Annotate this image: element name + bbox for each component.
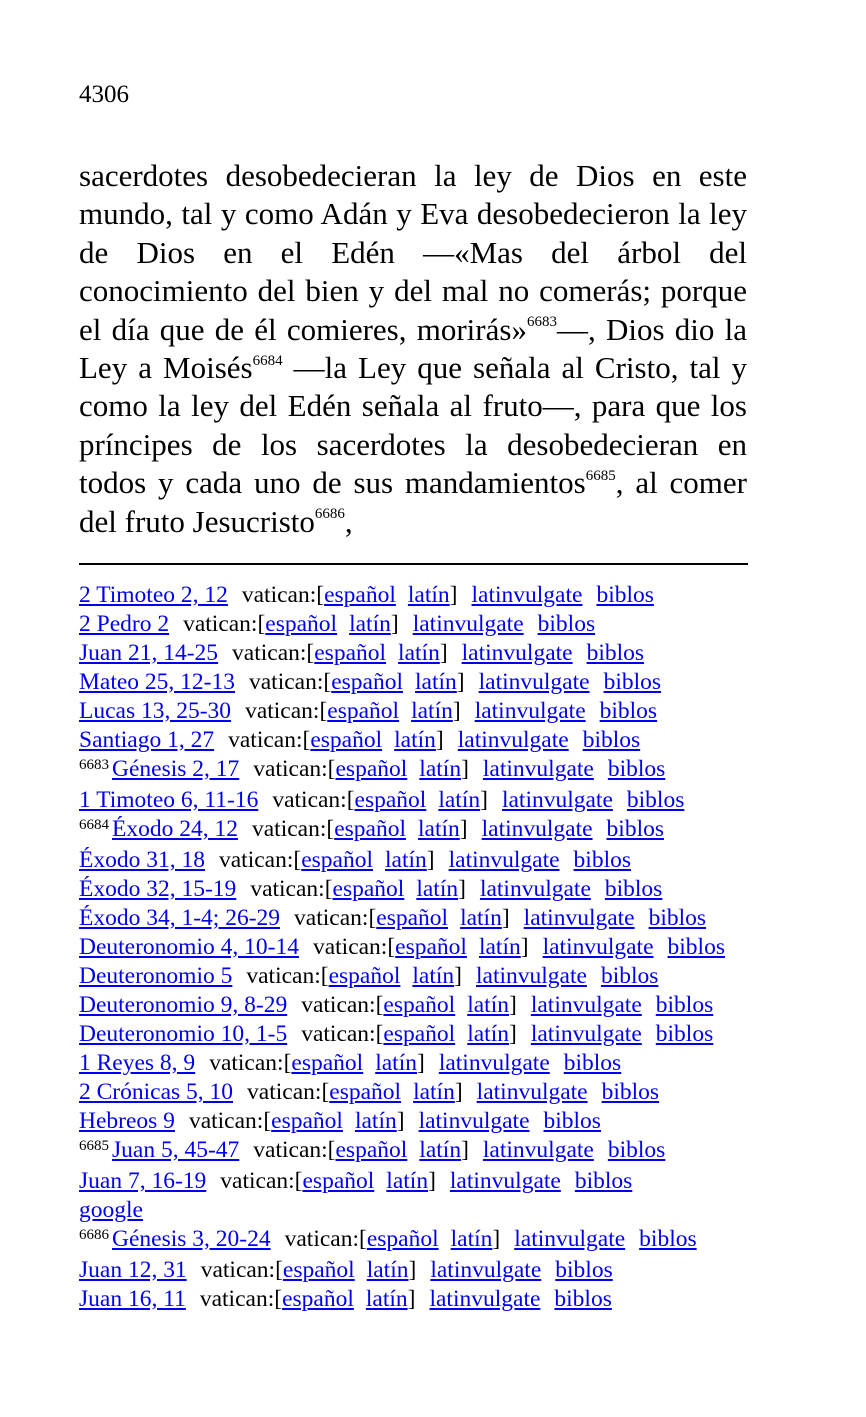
latinvulgate-link[interactable]: latinvulgate: [448, 847, 560, 873]
latinvulgate-link[interactable]: latinvulgate: [482, 756, 594, 782]
footnote-marker: 6683: [526, 314, 557, 331]
bracket-close: ]: [426, 847, 435, 873]
espanol-link[interactable]: español: [331, 669, 404, 695]
latinvulgate-link[interactable]: latinvulgate: [476, 1079, 588, 1105]
espanol-link[interactable]: español: [324, 582, 396, 608]
latinvulgate-link[interactable]: latinvulgate: [471, 582, 583, 608]
footnote-marker: 6685: [585, 467, 616, 484]
vatican-label: vatican:: [245, 698, 320, 724]
biblos-link[interactable]: biblos: [655, 1021, 714, 1047]
biblos-link[interactable]: biblos: [604, 876, 663, 902]
biblos-link[interactable]: biblos: [607, 1137, 666, 1163]
bracket-close: ]: [480, 787, 488, 813]
espanol-link[interactable]: español: [282, 1286, 354, 1312]
bracket-close: ]: [520, 934, 529, 960]
latinvulgate-link[interactable]: latinvulgate: [449, 1168, 561, 1194]
latin-link[interactable]: latín: [349, 611, 391, 637]
bracket-open: [: [326, 816, 335, 842]
vatican-label: vatican:: [247, 1079, 322, 1105]
bracket-open: [: [275, 1257, 283, 1283]
bracket-close: ]: [456, 669, 465, 695]
bracket-close: ]: [509, 1021, 517, 1047]
espanol-link[interactable]: español: [334, 816, 406, 842]
bracket-close: ]: [458, 876, 466, 902]
espanol-link[interactable]: español: [328, 963, 401, 989]
vatican-label: vatican:: [251, 816, 327, 842]
footnote-line: [79, 904, 751, 933]
latin-link[interactable]: latín: [385, 847, 427, 873]
biblos-link[interactable]: biblos: [667, 934, 725, 960]
footnote-line: [79, 668, 751, 697]
bracket-close: ]: [449, 582, 458, 608]
bracket-open: [: [306, 640, 315, 666]
bracket-open: [: [320, 963, 329, 989]
scripture-reference-link[interactable]: Mateo 25, 12-13: [79, 669, 235, 695]
espanol-link[interactable]: español: [395, 934, 467, 960]
scripture-reference-link[interactable]: Deuteronomio 4, 10-14: [79, 934, 299, 960]
vatican-label: vatican:: [301, 1021, 376, 1047]
latin-link[interactable]: latín: [365, 1286, 408, 1312]
latin-link[interactable]: latín: [438, 787, 481, 813]
footnote-line: [79, 1020, 751, 1049]
bracket-open: [: [323, 669, 332, 695]
scripture-reference-link[interactable]: 1 Reyes 8, 9: [79, 1050, 196, 1076]
scripture-reference-link[interactable]: Juan 21, 14-25: [79, 640, 219, 666]
latinvulgate-link[interactable]: latinvulgate: [478, 669, 590, 695]
vatican-label: vatican:: [272, 787, 347, 813]
latin-link[interactable]: latín: [398, 640, 440, 666]
latin-link[interactable]: latín: [460, 905, 502, 931]
scripture-reference-link[interactable]: 2 Crónicas 5, 10: [79, 1079, 234, 1105]
latinvulgate-link[interactable]: latinvulgate: [476, 963, 587, 989]
footnote-line: [79, 755, 751, 786]
footnote-line: [79, 1167, 751, 1196]
bracket-open: [: [302, 727, 311, 753]
bracket-open: [: [294, 1168, 303, 1194]
footnote-line: [79, 1078, 751, 1107]
footnote-number: 6684: [79, 817, 109, 833]
main-text-segment: sacerdotes desobedecieran la ley de Dios en este mundo, tal y como Adán y Eva desobedecieron la ley de Dios en el Edén —«Mas del árbol del conocimiento del bien y del mal no comerás; porque el día que de él comieres, morirás»: [79, 158, 747, 347]
latin-link[interactable]: latín: [411, 698, 453, 724]
footnote-line: [79, 815, 751, 846]
espanol-link[interactable]: español: [265, 611, 338, 637]
latinvulgate-link[interactable]: latinvulgate: [474, 698, 586, 724]
biblos-link[interactable]: biblos: [607, 756, 666, 782]
bracket-close: ]: [461, 1137, 469, 1163]
vatican-label: vatican:: [249, 669, 324, 695]
vatican-label: vatican:: [199, 1286, 275, 1312]
latinvulgate-link[interactable]: latinvulgate: [542, 934, 654, 960]
main-text-segment: ,: [344, 503, 353, 539]
footnote-number: 6683: [79, 757, 109, 773]
vatican-label: vatican:: [253, 1137, 328, 1163]
scripture-reference-link[interactable]: 2 Pedro 2: [79, 611, 170, 637]
footnotes: [79, 581, 751, 1314]
scripture-reference-link[interactable]: Génesis 3, 20-24: [112, 1226, 271, 1252]
scripture-reference-link[interactable]: Juan 7, 16-19: [79, 1168, 207, 1194]
bracket-close: ]: [408, 1257, 417, 1283]
latin-link[interactable]: latín: [419, 1137, 462, 1163]
bracket-open: [: [319, 698, 328, 724]
scripture-reference-link[interactable]: Juan 5, 45-47: [112, 1137, 240, 1163]
latin-link[interactable]: latín: [418, 816, 460, 842]
vatican-label: vatican:: [241, 582, 317, 608]
bracket-open: [: [359, 1226, 367, 1252]
bracket-open: [: [387, 934, 396, 960]
bracket-open: [: [327, 756, 336, 782]
latinvulgate-link[interactable]: latinvulgate: [438, 1050, 550, 1076]
latin-link[interactable]: latín: [415, 669, 457, 695]
scripture-reference-link[interactable]: Deuteronomio 10, 1-5: [79, 1021, 288, 1047]
latinvulgate-link[interactable]: latinvulgate: [530, 1021, 642, 1047]
latinvulgate-link[interactable]: latinvulgate: [481, 816, 593, 842]
footnote-line: [79, 581, 751, 610]
latinvulgate-link[interactable]: latinvulgate: [461, 640, 573, 666]
latinvulgate-link[interactable]: latinvulgate: [418, 1108, 530, 1134]
bracket-close: ]: [461, 756, 469, 782]
bracket-open: [: [293, 847, 302, 873]
latin-link[interactable]: latín: [450, 1226, 493, 1252]
footnote-line: [79, 697, 751, 726]
biblos-link[interactable]: biblos: [600, 963, 659, 989]
footnote-line: [79, 991, 751, 1020]
espanol-link[interactable]: español: [335, 756, 408, 782]
bracket-close: ]: [407, 1286, 416, 1312]
main-text: [79, 157, 747, 541]
espanol-link[interactable]: español: [332, 876, 405, 902]
scripture-reference-link[interactable]: Hebreos 9: [79, 1108, 175, 1134]
bracket-open: [: [321, 1079, 330, 1105]
espanol-link[interactable]: español: [383, 992, 456, 1018]
biblos-link[interactable]: biblos: [582, 727, 641, 753]
bracket-close: ]: [439, 640, 448, 666]
google-link[interactable]: google: [79, 1197, 143, 1223]
latinvulgate-link[interactable]: latinvulgate: [482, 1137, 594, 1163]
latin-link[interactable]: latín: [386, 1168, 429, 1194]
footnote-line: [79, 1136, 751, 1167]
biblos-link[interactable]: biblos: [586, 640, 645, 666]
vatican-label: vatican:: [228, 727, 303, 753]
bracket-open: [: [368, 905, 377, 931]
bracket-close: ]: [492, 1226, 501, 1252]
biblos-link[interactable]: biblos: [599, 698, 658, 724]
espanol-link[interactable]: español: [329, 1079, 402, 1105]
scripture-reference-link[interactable]: Lucas 13, 25-30: [79, 698, 232, 724]
vatican-label: vatican:: [246, 963, 321, 989]
bracket-close: ]: [501, 905, 510, 931]
bracket-open: [: [346, 787, 355, 813]
latinvulgate-link[interactable]: latinvulgate: [479, 876, 591, 902]
vatican-label: vatican:: [218, 847, 294, 873]
bracket-open: [: [257, 611, 266, 637]
footnote-marker: 6684: [252, 352, 283, 369]
footnote-marker: 6686: [314, 506, 345, 523]
espanol-link[interactable]: español: [335, 1137, 408, 1163]
espanol-link[interactable]: español: [291, 1050, 364, 1076]
espanol-link[interactable]: español: [354, 787, 427, 813]
scripture-reference-link[interactable]: Génesis 2, 17: [112, 756, 240, 782]
espanol-link[interactable]: español: [366, 1226, 439, 1252]
scripture-reference-link[interactable]: Éxodo 24, 12: [112, 816, 238, 842]
latinvulgate-link[interactable]: latinvulgate: [530, 992, 642, 1018]
footnote-line: [79, 1256, 751, 1285]
bracket-close: ]: [428, 1168, 436, 1194]
scripture-reference-link[interactable]: 1 Timoteo 6, 11-16: [79, 787, 259, 813]
scripture-reference-link[interactable]: 2 Timoteo 2, 12: [79, 582, 228, 608]
latin-link[interactable]: latín: [419, 756, 462, 782]
bracket-close: ]: [435, 727, 444, 753]
latinvulgate-link[interactable]: latinvulgate: [501, 787, 613, 813]
main-text-segment: , al comer del fruto Jesucristo: [79, 465, 748, 539]
bracket-open: [: [316, 582, 325, 608]
latinvulgate-link[interactable]: latinvulgate: [429, 1286, 541, 1312]
vatican-label: vatican:: [200, 1257, 276, 1283]
main-text-segment: —, Dios dio la Ley a Moisés: [79, 311, 747, 386]
bracket-close: ]: [459, 816, 468, 842]
biblos-link[interactable]: biblos: [574, 1168, 633, 1194]
bracket-close: ]: [454, 963, 462, 989]
footnote-line: [79, 875, 751, 904]
latin-link[interactable]: latín: [478, 934, 521, 960]
vatican-label: vatican:: [294, 905, 369, 931]
latin-link[interactable]: latín: [416, 876, 459, 902]
footnote-number: 6685: [79, 1138, 109, 1154]
bracket-close: ]: [396, 1108, 405, 1134]
biblos-link[interactable]: biblos: [543, 1108, 601, 1134]
latin-link[interactable]: latín: [394, 727, 436, 753]
bracket-open: [: [375, 1021, 384, 1047]
biblos-link[interactable]: biblos: [648, 905, 707, 931]
vatican-label: vatican:: [220, 1168, 295, 1194]
latinvulgate-link[interactable]: latinvulgate: [412, 611, 524, 637]
espanol-link[interactable]: español: [271, 1108, 343, 1134]
latinvulgate-link[interactable]: latinvulgate: [457, 727, 569, 753]
footnote-line: [79, 726, 751, 755]
footnote-line: [79, 1107, 751, 1136]
latinvulgate-link[interactable]: latinvulgate: [523, 905, 635, 931]
latin-link[interactable]: latín: [412, 963, 455, 989]
latin-link[interactable]: latín: [354, 1108, 397, 1134]
espanol-link[interactable]: español: [282, 1257, 355, 1283]
footnote-line: [79, 846, 751, 875]
espanol-link[interactable]: español: [301, 847, 373, 873]
footnote-line: [79, 1049, 751, 1078]
bracket-open: [: [283, 1050, 292, 1076]
footnote-line: [79, 962, 751, 991]
biblos-link[interactable]: biblos: [555, 1257, 613, 1283]
latin-link[interactable]: latín: [366, 1257, 409, 1283]
vatican-label: vatican:: [232, 640, 307, 666]
biblos-link[interactable]: biblos: [573, 847, 632, 873]
espanol-link[interactable]: español: [383, 1021, 456, 1047]
vatican-label: vatican:: [250, 876, 325, 902]
footnote-line: [79, 933, 751, 962]
footnote-line: [79, 639, 751, 668]
biblos-link[interactable]: biblos: [554, 1286, 612, 1312]
footnote-line: [79, 1196, 751, 1225]
footnote-line: [79, 1285, 751, 1314]
latin-link[interactable]: latín: [467, 992, 509, 1018]
bracket-close: ]: [390, 611, 399, 637]
bracket-open: [: [375, 992, 384, 1018]
page-number: 4306: [79, 81, 129, 108]
espanol-link[interactable]: español: [327, 698, 400, 724]
bracket-open: [: [263, 1108, 272, 1134]
latinvulgate-link[interactable]: latinvulgate: [430, 1257, 542, 1283]
footnote-divider: [79, 563, 748, 565]
espanol-link[interactable]: español: [376, 905, 449, 931]
bracket-close: ]: [416, 1050, 425, 1076]
main-text-segment: —la Ley que señala al Cristo, tal y como la ley del Edén señala al fruto—, para que los príncipes de los sacerdotes la desobedecieran en todos y cada uno de sus mandamientos: [79, 350, 747, 501]
vatican-label: vatican:: [253, 756, 328, 782]
bracket-open: [: [324, 876, 333, 902]
latin-link[interactable]: latín: [407, 582, 450, 608]
biblos-link[interactable]: biblos: [639, 1226, 697, 1252]
scripture-reference-link[interactable]: Deuteronomio 5: [79, 963, 233, 989]
scripture-reference-link[interactable]: Éxodo 34, 1-4; 26-29: [79, 905, 281, 931]
footnote-line: [79, 786, 751, 815]
vatican-label: vatican:: [183, 611, 258, 637]
biblos-link[interactable]: biblos: [563, 1050, 622, 1076]
bracket-close: ]: [509, 992, 517, 1018]
espanol-link[interactable]: español: [302, 1168, 375, 1194]
latin-link[interactable]: latín: [375, 1050, 417, 1076]
biblos-link[interactable]: biblos: [606, 816, 665, 842]
biblos-link[interactable]: biblos: [537, 611, 596, 637]
latin-link[interactable]: latín: [467, 1021, 509, 1047]
bracket-close: ]: [452, 698, 461, 724]
vatican-label: vatican:: [209, 1050, 284, 1076]
vatican-label: vatican:: [188, 1108, 264, 1134]
vatican-label: vatican:: [312, 934, 388, 960]
scripture-reference-link[interactable]: Éxodo 32, 15-19: [79, 876, 237, 902]
biblos-link[interactable]: biblos: [626, 787, 685, 813]
latinvulgate-link[interactable]: latinvulgate: [514, 1226, 626, 1252]
scripture-reference-link[interactable]: Éxodo 31, 18: [79, 847, 205, 873]
footnote-line: [79, 610, 751, 639]
vatican-label: vatican:: [301, 992, 376, 1018]
bracket-open: [: [274, 1286, 283, 1312]
espanol-link[interactable]: español: [310, 727, 383, 753]
biblos-link[interactable]: biblos: [601, 1079, 660, 1105]
scripture-reference-link[interactable]: Deuteronomio 9, 8-29: [79, 992, 288, 1018]
bracket-close: ]: [454, 1079, 463, 1105]
scripture-reference-link[interactable]: Santiago 1, 27: [79, 727, 215, 753]
bracket-open: [: [327, 1137, 336, 1163]
biblos-link[interactable]: biblos: [655, 992, 714, 1018]
footnote-number: 6686: [79, 1227, 109, 1243]
latin-link[interactable]: latín: [413, 1079, 455, 1105]
vatican-label: vatican:: [284, 1226, 359, 1252]
footnote-line: [79, 1225, 751, 1256]
scripture-reference-link[interactable]: Juan 12, 31: [79, 1257, 187, 1283]
scripture-reference-link[interactable]: Juan 16, 11: [79, 1286, 186, 1312]
espanol-link[interactable]: español: [314, 640, 387, 666]
biblos-link[interactable]: biblos: [596, 582, 654, 608]
biblos-link[interactable]: biblos: [603, 669, 662, 695]
